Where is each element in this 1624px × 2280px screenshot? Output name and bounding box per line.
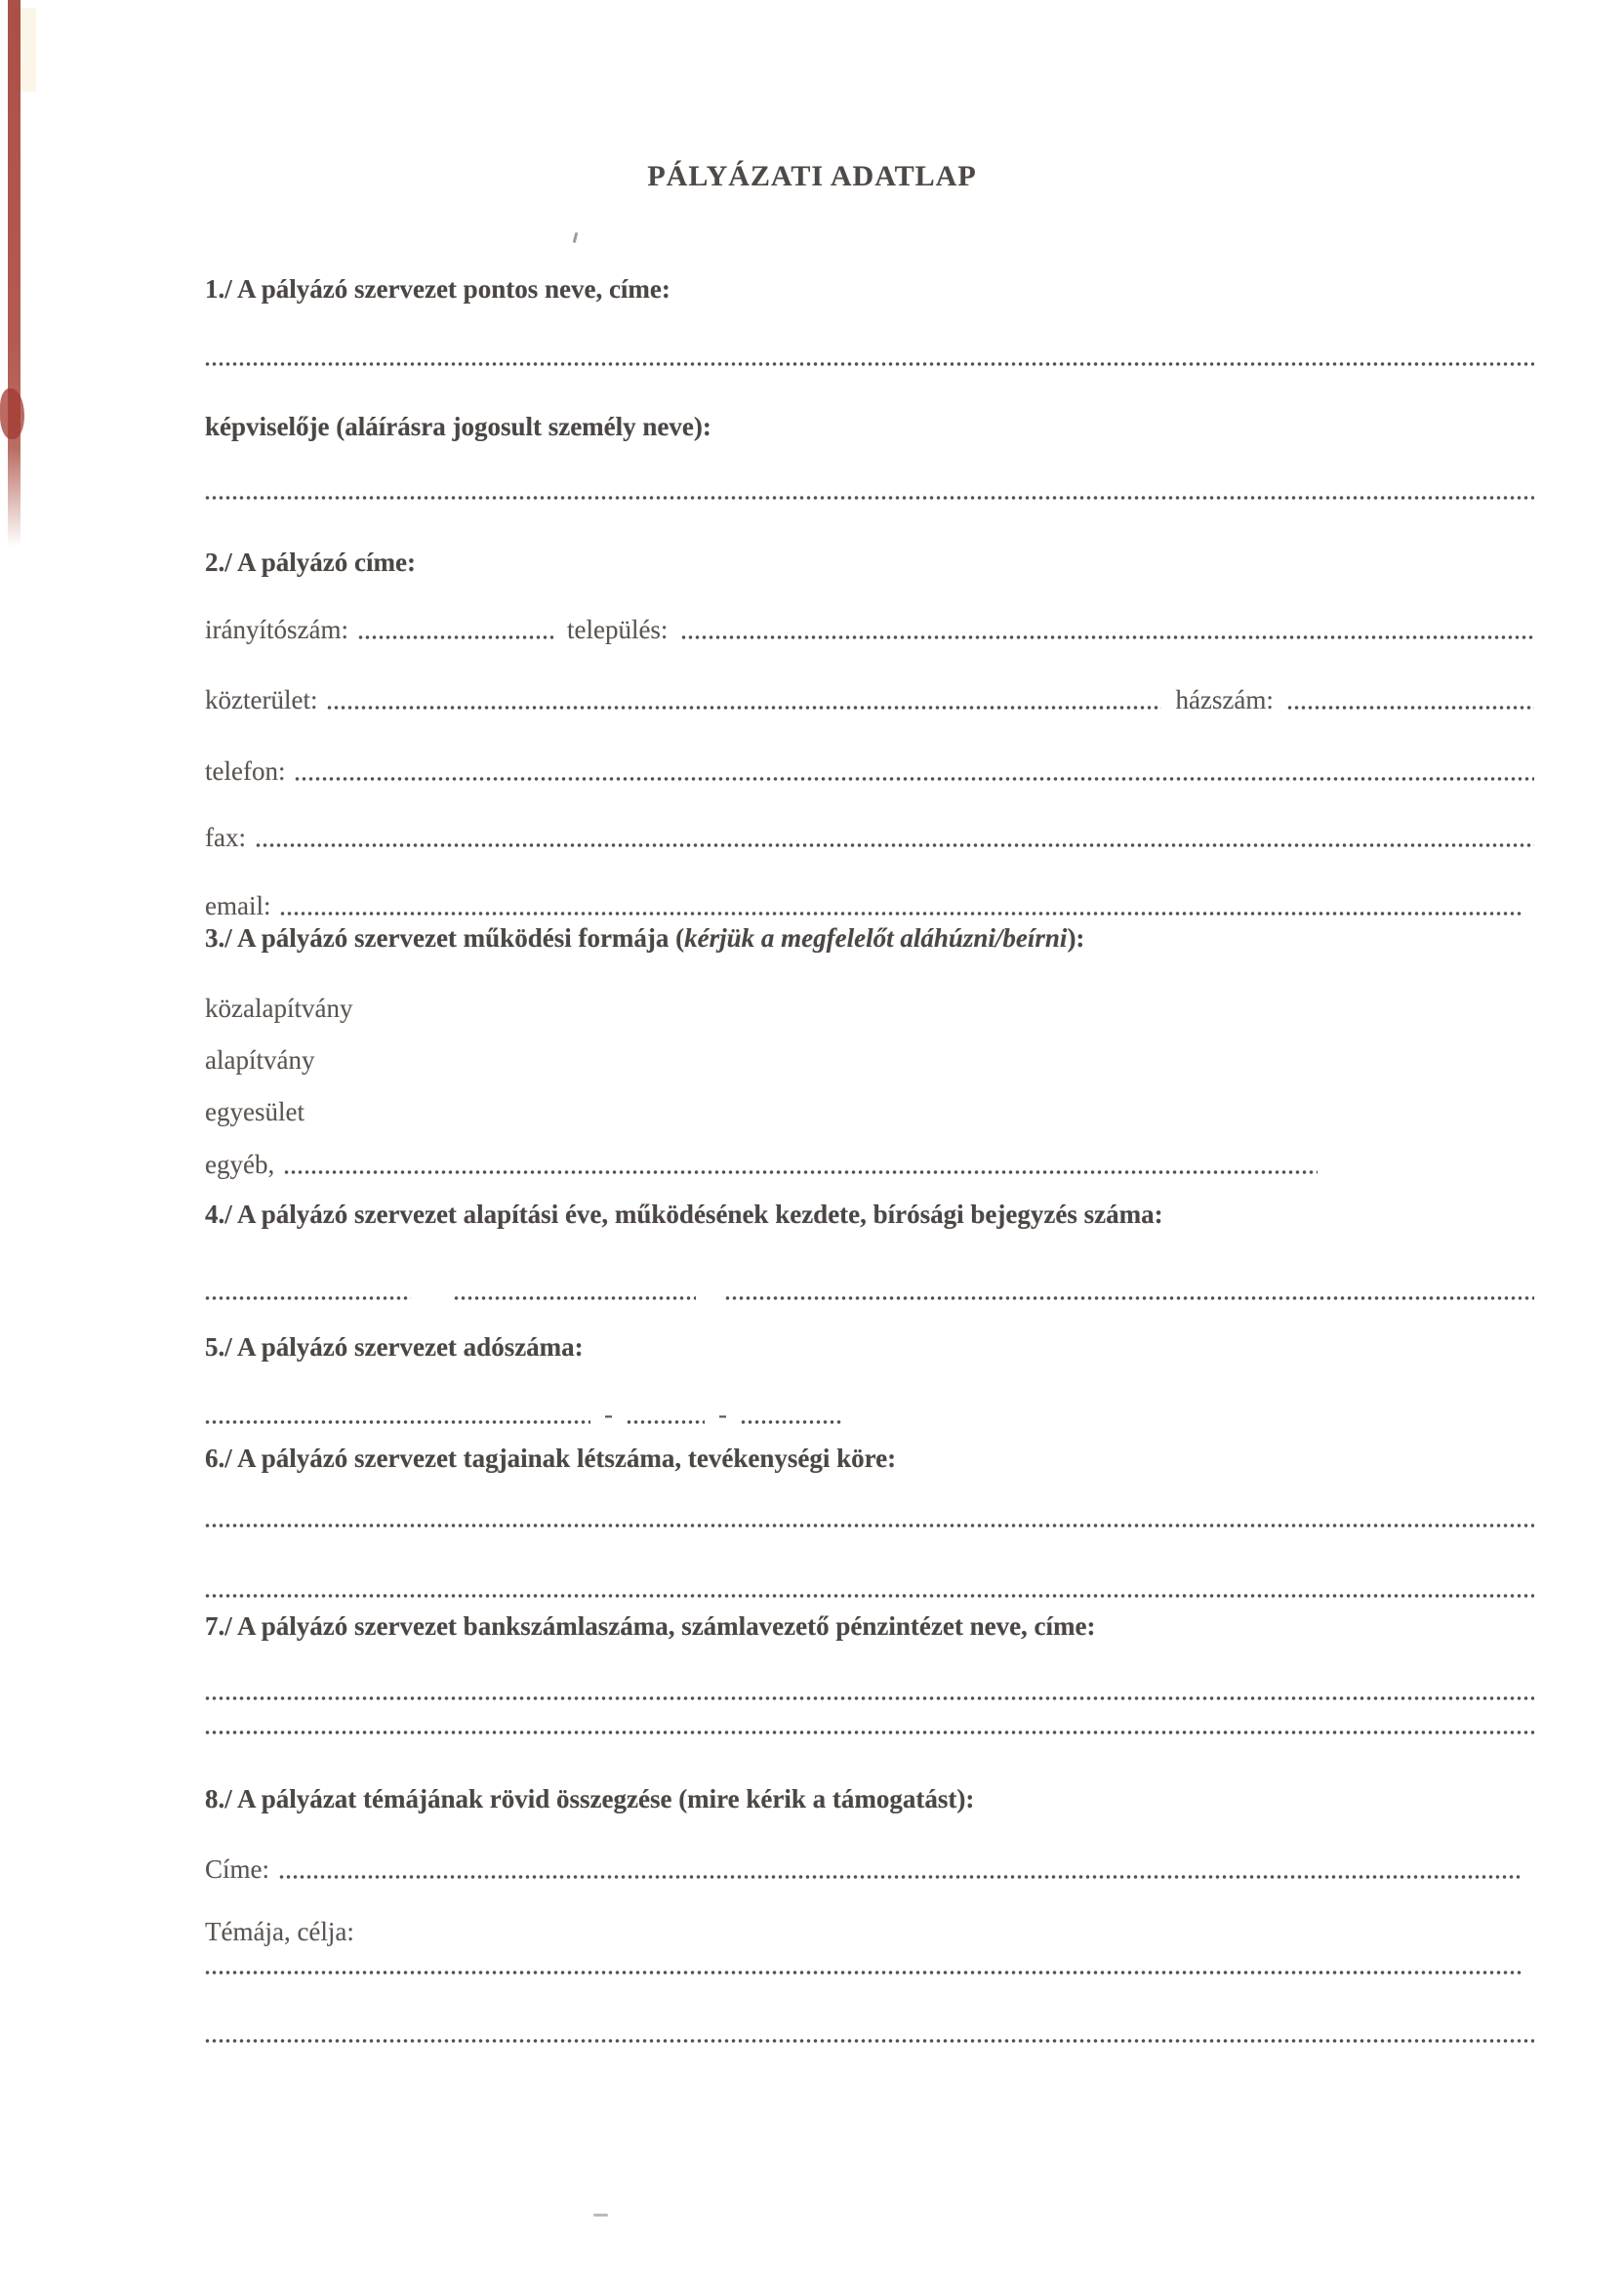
blank-topic-2: [205, 2038, 1534, 2044]
blank-project-title: [279, 1874, 1522, 1880]
blank-tax-number-end: [741, 1419, 843, 1425]
form-title: PÁLYÁZATI ADATLAP: [647, 160, 977, 192]
blank-org-name: [205, 361, 1534, 367]
project-title-label: Címe:: [205, 1854, 269, 1884]
heading-q3-suffix: ):: [1067, 923, 1085, 953]
option-egyesulet: egyesület: [205, 1097, 304, 1126]
row-zip-settlement: [205, 613, 1534, 646]
topic-label: Témája, célja:: [205, 1917, 354, 1946]
tax-separator-2: -: [718, 1400, 727, 1429]
blank-operation-start: [454, 1295, 696, 1301]
blank-representative: [205, 495, 1534, 501]
row-other: [205, 1148, 1318, 1181]
blank-bank-2: [205, 1730, 1534, 1735]
heading-q1: 1./ A pályázó szervezet pontos neve, címe:: [205, 274, 670, 304]
row-phone: [205, 754, 1534, 788]
blank-court-registration: [725, 1295, 1534, 1301]
heading-q3-prefix: 3./ A pályázó szervezet működési formája (: [205, 923, 685, 953]
heading-q2: 2./ A pályázó címe:: [205, 548, 416, 577]
settlement-label: település:: [566, 615, 669, 644]
other-label: egyéb,: [205, 1150, 275, 1179]
row-street-housenumber: [205, 683, 1534, 716]
blank-tax-number-main: [205, 1419, 590, 1425]
house-number-label: házszám:: [1175, 685, 1274, 714]
street-label: közterület:: [205, 685, 318, 714]
phone-label: telefon:: [205, 756, 286, 786]
blank-fax: [256, 842, 1534, 848]
blank-house-number: [1287, 705, 1534, 711]
heading-q7: 7./ A pályázó szervezet bankszámlaszáma, számlavezető pénzintézet neve, címe:: [205, 1611, 1096, 1641]
tax-separator-1: -: [604, 1400, 613, 1429]
email-label: email:: [205, 891, 271, 920]
heading-q4: 4./ A pályázó szervezet alapítási éve, működésének kezdete, bírósági bejegyzés száma:: [205, 1200, 1163, 1229]
scan-speck-top: [573, 232, 579, 243]
scan-artifact-red-edge: [8, 0, 20, 547]
blank-members-1: [205, 1523, 1534, 1528]
heading-q3: [205, 921, 1084, 955]
option-alapitvany: alapítvány: [205, 1045, 315, 1075]
row-tax-number: [205, 1398, 843, 1431]
zip-label: irányítószám:: [205, 615, 348, 644]
scan-speck-bottom: [593, 2214, 608, 2217]
row-q4-blanks: [205, 1274, 1534, 1307]
blank-other: [284, 1169, 1318, 1175]
blank-phone: [295, 776, 1534, 782]
row-fax: [205, 821, 1534, 854]
heading-q8: 8./ A pályázat témájának rövid összegzése (mire kérik a támogatást):: [205, 1784, 975, 1813]
heading-representative: képviselője (aláírásra jogosult személy neve):: [205, 412, 711, 441]
blank-zip: [358, 634, 553, 640]
blank-founding-year: [205, 1295, 411, 1301]
blank-bank-1: [205, 1695, 1534, 1701]
heading-q6: 6./ A pályázó szervezet tagjainak létszáma, tevékenységi köre:: [205, 1444, 897, 1473]
heading-q5: 5./ A pályázó szervezet adószáma:: [205, 1332, 584, 1362]
row-project-title: [205, 1852, 1522, 1886]
blank-topic-1: [205, 1970, 1522, 1975]
blank-email: [280, 911, 1522, 916]
fax-label: fax:: [205, 823, 246, 852]
blank-tax-number-mid: [627, 1419, 705, 1425]
option-kozalapitvany: közalapítvány: [205, 994, 353, 1023]
row-email: [205, 889, 1522, 922]
blank-members-2: [205, 1593, 1534, 1599]
heading-q3-italic: kérjük a megfelelőt aláhúzni/beírni: [684, 923, 1068, 953]
blank-settlement: [681, 634, 1534, 640]
blank-street: [327, 705, 1161, 711]
scan-artifact-red-blob: [0, 388, 24, 439]
